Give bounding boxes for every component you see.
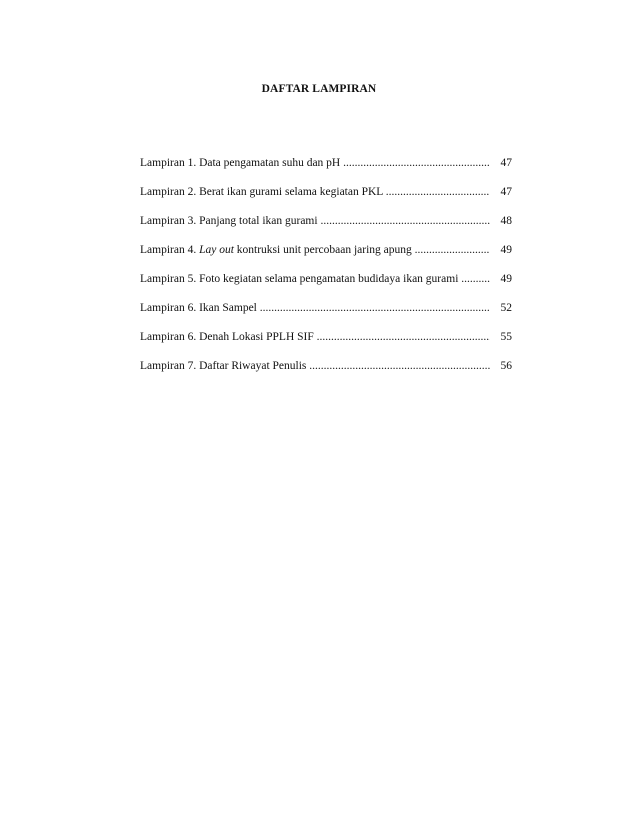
entry-text: Lampiran 6. Ikan Sampel ..... bbox=[140, 301, 490, 315]
list-item bbox=[140, 214, 512, 228]
italic-term: Lay out bbox=[199, 244, 234, 256]
list-item bbox=[140, 359, 512, 373]
list-item bbox=[140, 301, 512, 315]
appendix-list bbox=[140, 156, 512, 388]
entry-text: Lampiran 4. Lay out kontruksi unit percobaan jaring apung ..... bbox=[140, 243, 490, 257]
page-title: DAFTAR LAMPIRAN bbox=[261, 83, 377, 95]
list-item bbox=[140, 156, 512, 170]
entry-text: Lampiran 7. Daftar Riwayat Penulis ..... bbox=[140, 359, 490, 373]
page-number: 52 bbox=[492, 301, 512, 315]
page-number: 47 bbox=[492, 156, 512, 170]
list-item bbox=[140, 243, 512, 257]
page-number: 49 bbox=[492, 243, 512, 257]
list-item bbox=[140, 272, 512, 286]
page-number: 48 bbox=[492, 214, 512, 228]
entry-text: Lampiran 5. Foto kegiatan selama pengamatan budidaya ikan gurami ..... bbox=[140, 272, 490, 286]
list-item bbox=[140, 185, 512, 199]
page-number: 55 bbox=[492, 330, 512, 344]
entry-text: Lampiran 3. Panjang total ikan gurami ..... bbox=[140, 214, 490, 228]
entry-text: Lampiran 2. Berat ikan gurami selama kegiatan PKL ..... bbox=[140, 185, 490, 199]
list-item bbox=[140, 330, 512, 344]
page-number: 49 bbox=[492, 272, 512, 286]
page-number: 47 bbox=[492, 185, 512, 199]
entry-text: Lampiran 1. Data pengamatan suhu dan pH ..... bbox=[140, 156, 490, 170]
entry-text: Lampiran 6. Denah Lokasi PPLH SIF ..... bbox=[140, 330, 490, 344]
page-number: 56 bbox=[492, 359, 512, 373]
